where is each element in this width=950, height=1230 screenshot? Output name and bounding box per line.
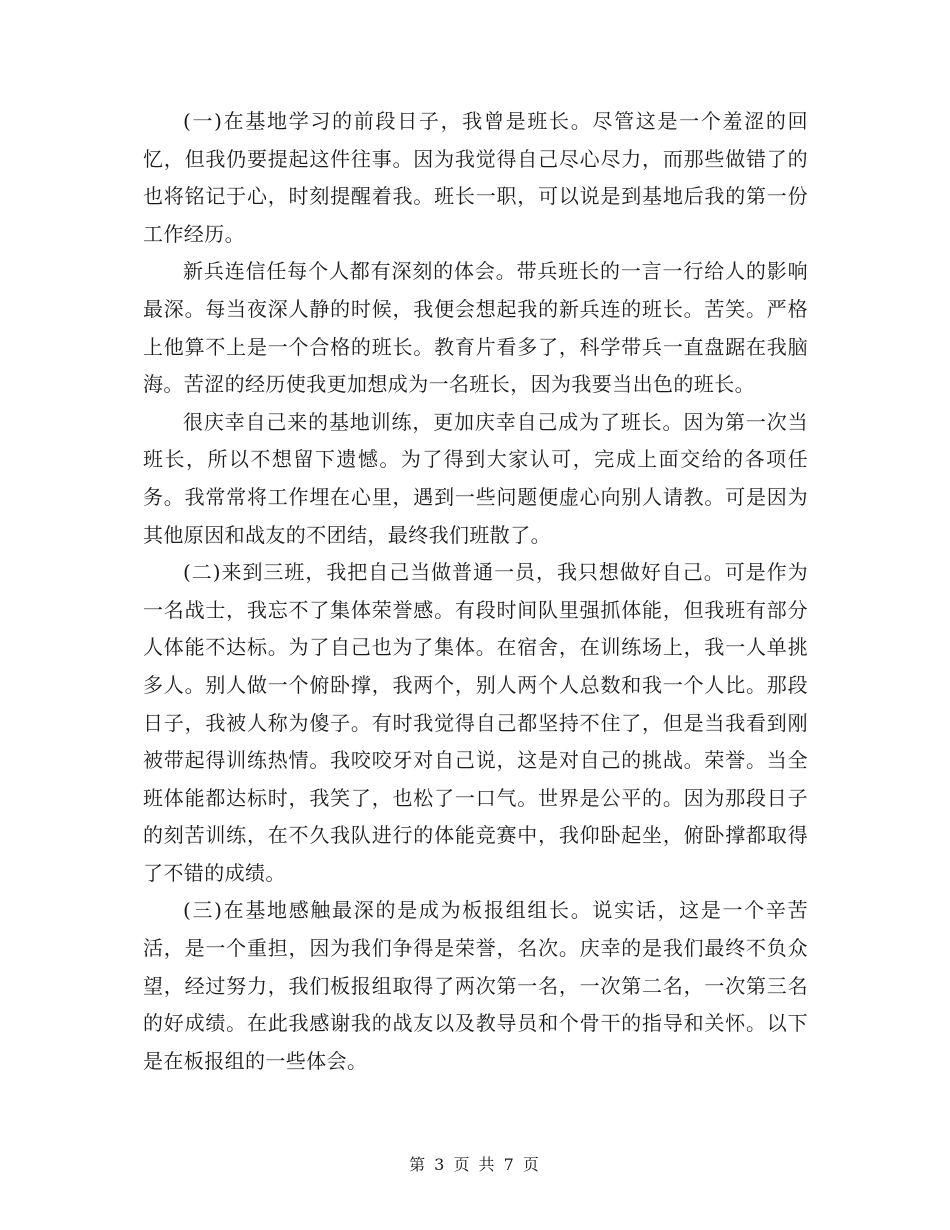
paragraph-3: 很庆幸自己来的基地训练，更加庆幸自己成为了班长。因为第一次当班长，所以不想留下遗憾。为了得到大家认可，完成上面交给的各项任务。我常常将工作埋在心里，遇到一些问题便虚心向别人请教。可是因为其他原因和战友的不团结，最终我们班散了。 — [143, 409, 808, 547]
paragraph-1: (一)在基地学习的前段日子，我曾是班长。尽管这是一个羞涩的回忆，但我仍要提起这件往事。因为我觉得自己尽心尽力，而那些做错了的也将铭记于心，时刻提醒着我。班长一职，可以说是到基地后我的第一份工作经历。 — [143, 109, 808, 246]
paragraph-5: (三)在基地感触最深的是成为板报组组长。说实话，这是一个辛苦活，是一个重担，因为我们争得是荣誉，名次。庆幸的是我们最终不负众望，经过努力，我们板报组取得了两次第一名，一次第二名，一次第三名的好成绩。在此我感谢我的战友以及教导员和个骨干的指导和关怀。以下是在板报组的一些体会。 — [143, 898, 808, 1073]
paragraph-4: (二)来到三班，我把自己当做普通一员，我只想做好自己。可是作为一名战士，我忘不了集体荣誉感。有段时间队里强抓体能，但我班有部分人体能不达标。为了自己也为了集体。在宿舍，在训练场上，我一人单挑多人。别人做一个俯卧撑，我两个，别人两个人总数和我一个人比。那段日子，我被人称为傻子。有时我觉得自己都坚持不住了，但是当我看到刚被带起得训练热情。我咬咬牙对自己说，这是对自己的挑战。荣誉。当全班体能都达标时，我笑了，也松了一口气。世界是公平的。因为那段日子的刻苦训练，在不久我队进行的体能竞赛中，我仰卧起坐，俯卧撑都取得了不错的成绩。 — [143, 560, 808, 885]
paragraph-2: 新兵连信任每个人都有深刻的体会。带兵班长的一言一行给人的影响最深。每当夜深人静的时候，我便会想起我的新兵连的班长。苦笑。严格上他算不上是一个合格的班长。教育片看多了，科学带兵一直盘踞在我脑海。苦涩的经历使我更加想成为一名班长，因为我要当出色的班长。 — [143, 259, 808, 397]
page-number-footer: 第 3 页 共 7 页 — [409, 1155, 541, 1174]
document-body — [143, 103, 808, 1080]
